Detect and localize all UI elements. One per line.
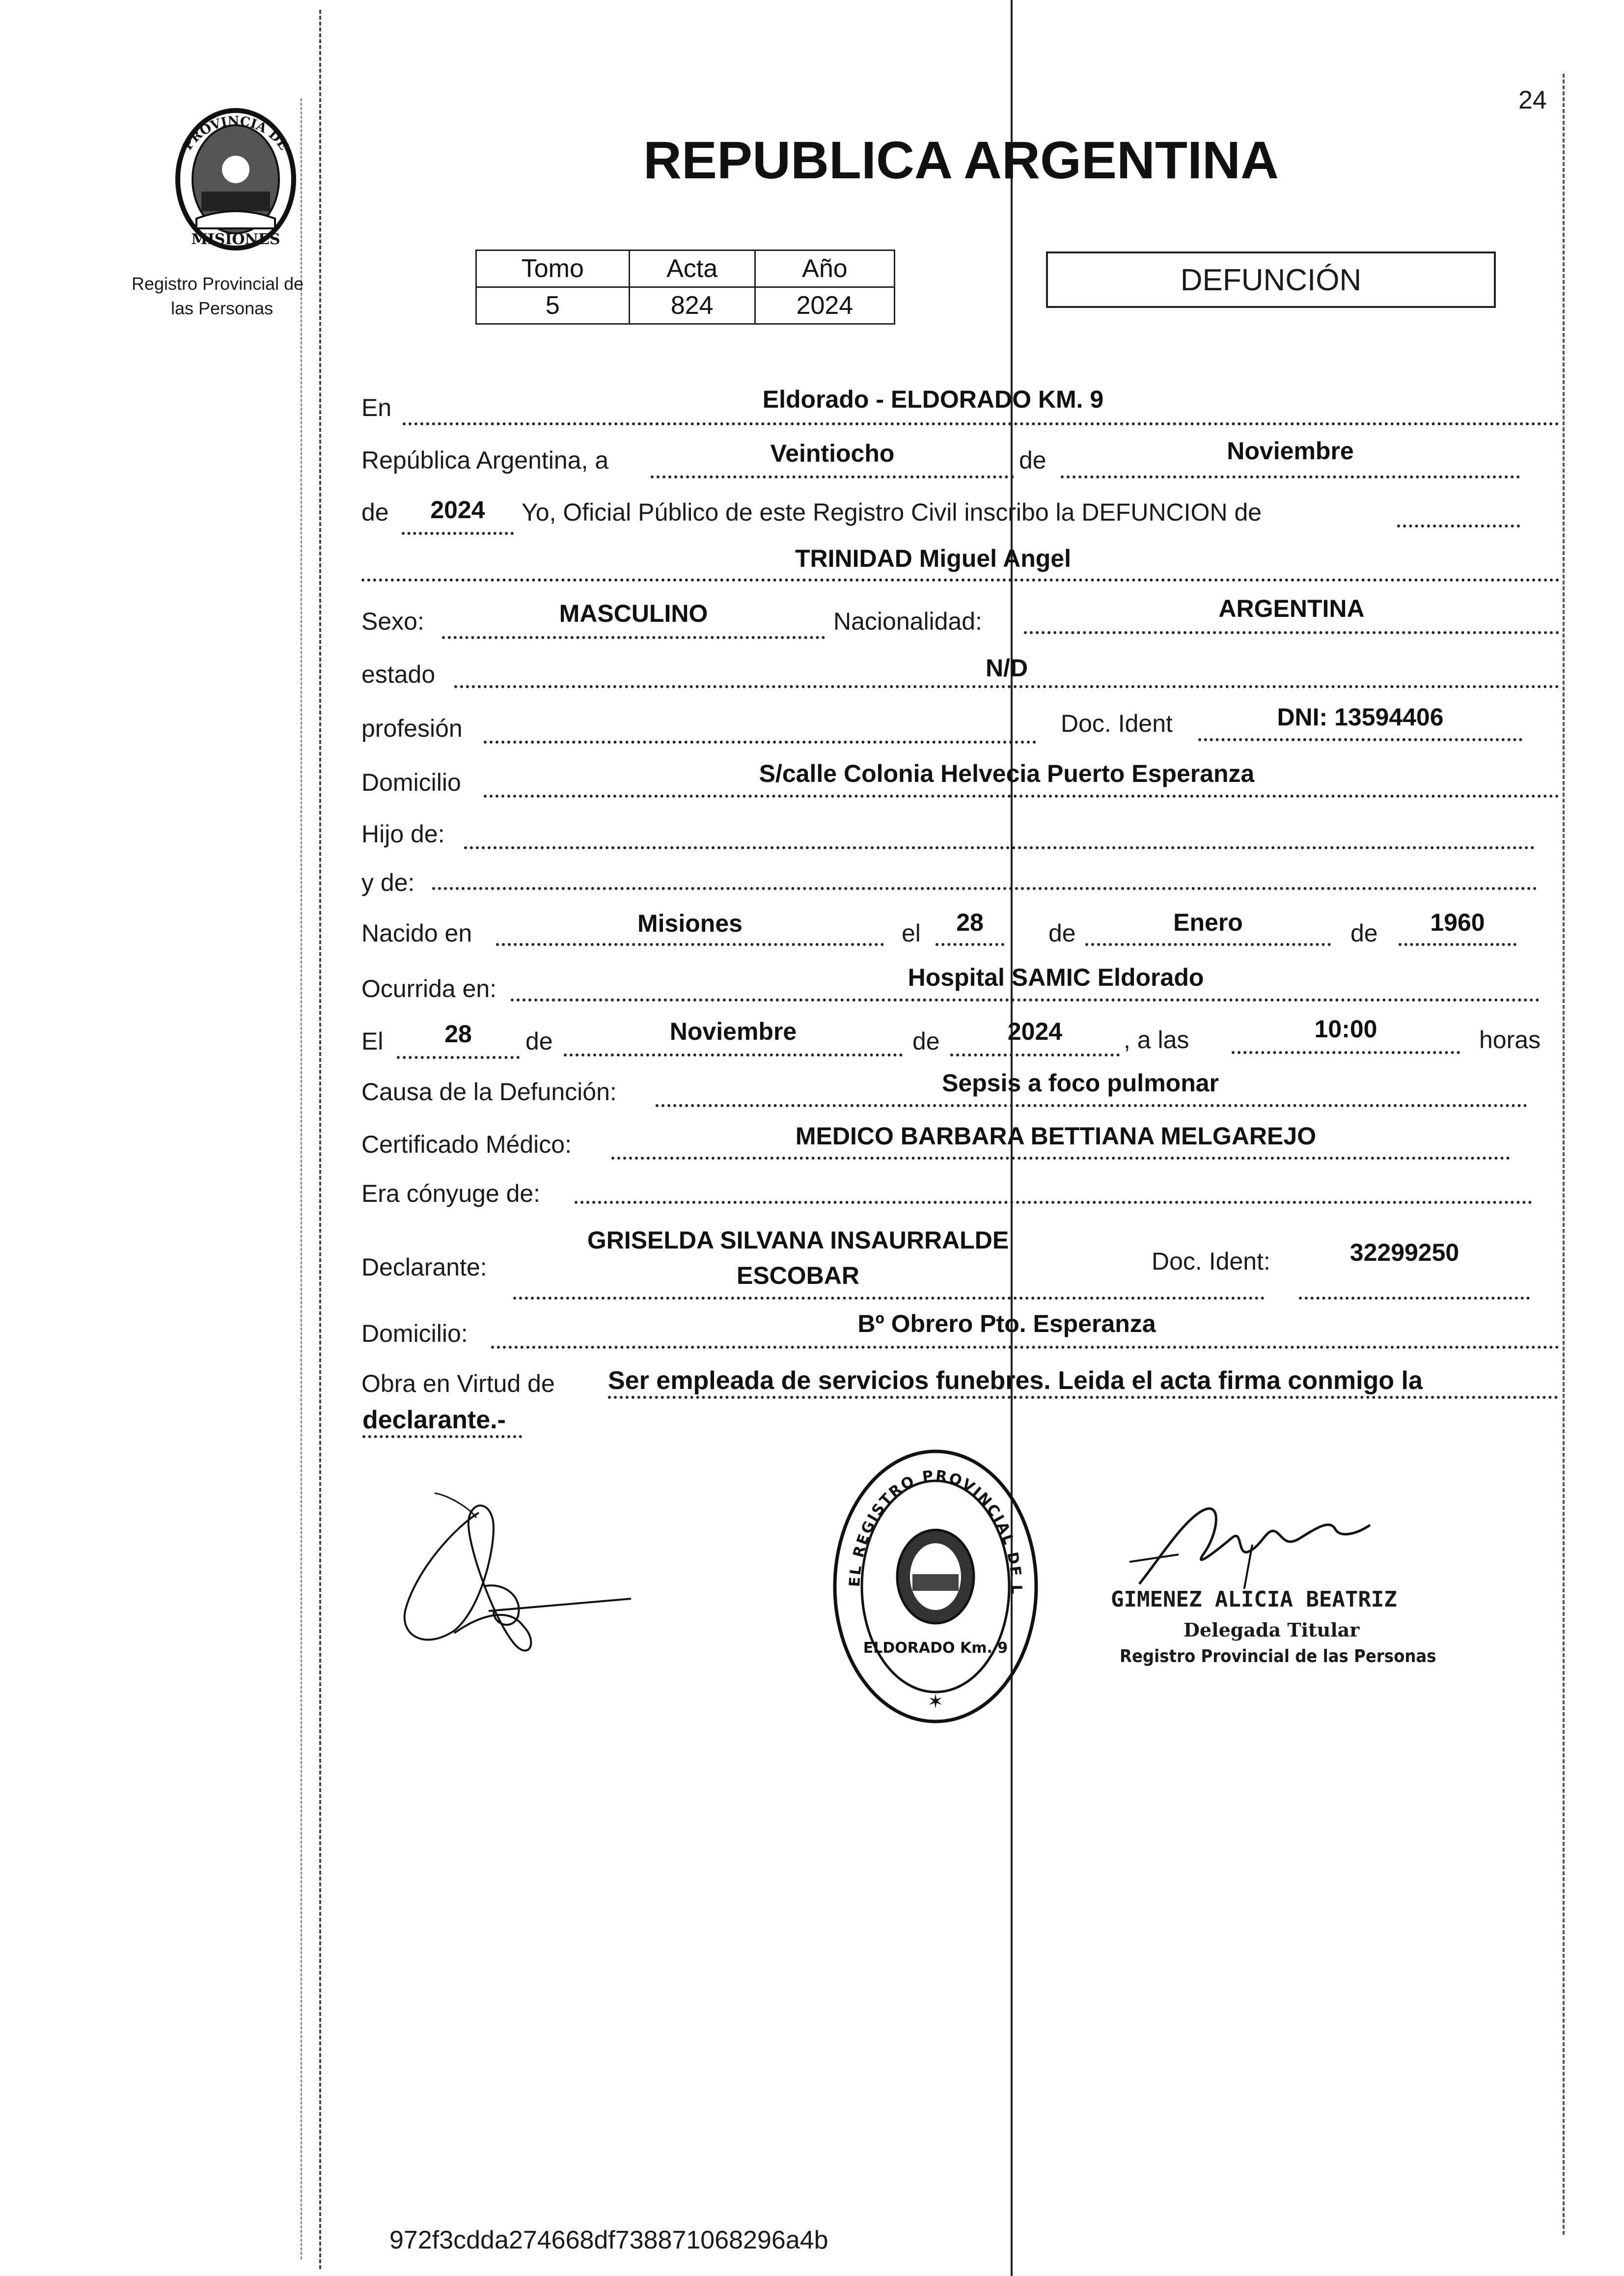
label-ocurrida-en: Ocurrida en: [361,975,497,1002]
tomo-value: 5 [476,287,630,324]
dots-ocurrida-en [511,999,1540,1001]
page-title: REPUBLICA ARGENTINA [643,130,1279,190]
dots-sexo [442,636,825,639]
svg-text:✶: ✶ [927,1691,944,1713]
footer-hash: 972f3cdda274668df738871068296a4b [389,2226,828,2254]
dots-domicilio [484,795,1559,798]
province-logo [162,106,309,253]
dots-nacido-anio [1399,943,1516,946]
official-name: GIMENEZ ALICIA BEATRIZ [1111,1587,1397,1612]
label-declarante: Declarante: [361,1253,487,1281]
value-dia-texto: Veintiocho [770,440,895,467]
dots-defuncion-mes [564,1054,903,1056]
registry-line1: Registro Provincial de [132,274,304,294]
label-domicilio: Domicilio [361,769,461,796]
label-obra: Obra en Virtud de [361,1370,555,1397]
value-mes: Noviembre [1227,437,1354,465]
label-nacionalidad: Nacionalidad: [833,608,982,635]
value-hora: 10:00 [1314,1015,1377,1043]
svg-text:MISIONES: MISIONES [191,231,280,248]
value-sexo: MASCULINO [559,600,708,627]
dots-intro [1397,525,1520,527]
value-nombre: TRINIDAD Miguel Angel [795,545,1071,572]
value-declarante-doc: 32299250 [1349,1239,1459,1266]
label-sexo: Sexo: [361,608,424,635]
dots-nombre [361,579,1560,582]
value-nacido-anio: 1960 [1430,909,1485,936]
label-a-las: , a las [1124,1026,1189,1054]
value-anio: 2024 [430,496,485,524]
label-profesion: profesión [361,715,463,742]
label-nacido-en: Nacido en [361,919,472,947]
dots-lugar [403,422,1559,425]
label-certificado: Certificado Médico: [361,1131,572,1158]
dots-conyuge [575,1201,1532,1204]
value-domicilio: S/calle Colonia Helvecia Puerto Esperanza [759,760,1255,787]
label-doc-ident2: Doc. Ident: [1152,1248,1270,1275]
dots-nacionalidad [1024,631,1559,634]
dots-y-de [432,887,1537,890]
record-type: DEFUNCIÓN [1180,263,1362,297]
value-nacido-dia: 28 [956,909,984,936]
svg-text:ELDORADO Km. 9: ELDORADO Km. 9 [863,1639,1008,1657]
label-de-nacido-anio: de [1350,919,1378,947]
right-margin-line [1563,74,1565,2235]
svg-text:PROVINCIA DE: PROVINCIA DE [180,113,291,153]
label-causa: Causa de la Defunción: [361,1078,617,1106]
acta-header: Acta [629,250,755,287]
label-domicilio2: Domicilio: [361,1320,468,1347]
dots-dni [1198,738,1522,741]
label-conyuge: Era cónyuge de: [361,1180,541,1207]
dots-certificado [611,1157,1510,1160]
dots-causa [656,1104,1527,1107]
dots-dia-texto [651,475,1014,478]
value-nacido-lugar: Misiones [637,910,743,937]
value-nacionalidad: ARGENTINA [1218,595,1365,622]
value-nacido-mes: Enero [1173,909,1243,936]
label-intro: Yo, Oficial Público de este Registro Civil inscribo la DEFUNCION de [522,499,1262,526]
dots-nacido-lugar [496,943,884,946]
label-de-defuncion-mes: de [525,1027,553,1055]
dots-hora [1232,1051,1460,1054]
dots-declarante-doc [1299,1297,1530,1300]
value-defuncion-anio: 2024 [1007,1018,1063,1045]
value-ocurrida-en: Hospital SAMIC Eldorado [908,964,1204,991]
anio-value: 2024 [755,287,894,324]
label-estado: estado [361,661,436,688]
anio-header: Año [755,250,894,287]
label-de-nacido-mes: de [1048,919,1076,947]
dots-obra-line1 [608,1396,1558,1399]
dots-anio [402,532,514,535]
value-declarante-line1: GRISELDA SILVANA INSAURRALDE [587,1226,1009,1254]
value-defuncion-mes: Noviembre [669,1018,797,1045]
registry-line2: las Personas [171,298,274,318]
value-declarante-line2: ESCOBAR [736,1262,860,1289]
label-de-anio: de [361,499,389,526]
value-lugar: Eldorado - ELDORADO KM. 9 [762,386,1104,413]
official-stamp [830,1444,1041,1729]
label-en: En [361,394,392,421]
label-doc-ident: Doc. Ident [1061,710,1173,737]
dots-obra-line2 [362,1435,522,1438]
dots-domicilio2 [491,1346,1559,1349]
page-number: 24 [1518,86,1547,114]
declarant-signature [395,1483,641,1670]
dots-defuncion-anio [950,1054,1120,1056]
official-signature [1120,1491,1375,1589]
dots-declarante [513,1297,1265,1300]
dots-profesion [484,741,1036,744]
dots-nacido-dia [936,943,1004,946]
dots-estado [454,685,1559,688]
label-el-cap: El [361,1027,384,1055]
value-declarante-domicilio: Bº Obrero Pto. Esperanza [857,1310,1156,1337]
value-causa: Sepsis a foco pulmonar [941,1069,1219,1097]
svg-text:DELEGACION DEL REGISTRO PROVIN: EL REGISTRO PROVINCIAL DE L [846,1467,1025,1596]
official-office: Registro Provincial de las Personas [1120,1646,1436,1666]
label-y-de: y de: [361,869,415,896]
label-el: el [902,919,921,947]
value-estado: N/D [985,654,1028,682]
tomo-header: Tomo [476,250,630,287]
dots-mes [1061,475,1520,478]
record-table [475,250,895,325]
label-hijo-de: Hijo de: [361,820,445,848]
value-obra-line2: declarante.- [362,1406,506,1434]
dots-defuncion-dia [397,1056,520,1059]
left-margin-line [319,10,321,2269]
dots-hijo-de [464,846,1535,849]
label-de-defuncion-anio: de [912,1027,940,1055]
value-certificado: MEDICO BARBARA BETTIANA MELGAREJO [795,1122,1317,1150]
label-horas: horas [1479,1026,1541,1054]
label-de-mes: de [1019,446,1046,474]
value-dni: DNI: 13594406 [1277,703,1444,731]
dots-nacido-mes [1085,943,1331,946]
acta-value: 824 [629,287,755,324]
value-obra-line1: Ser empleada de servicios funebres. Leida el acta firma conmigo la [608,1366,1423,1395]
official-title: Delegada Titular [1184,1619,1360,1641]
label-republica: República Argentina, a [361,446,609,474]
value-defuncion-dia: 28 [444,1020,472,1048]
punch-line [301,98,302,2259]
